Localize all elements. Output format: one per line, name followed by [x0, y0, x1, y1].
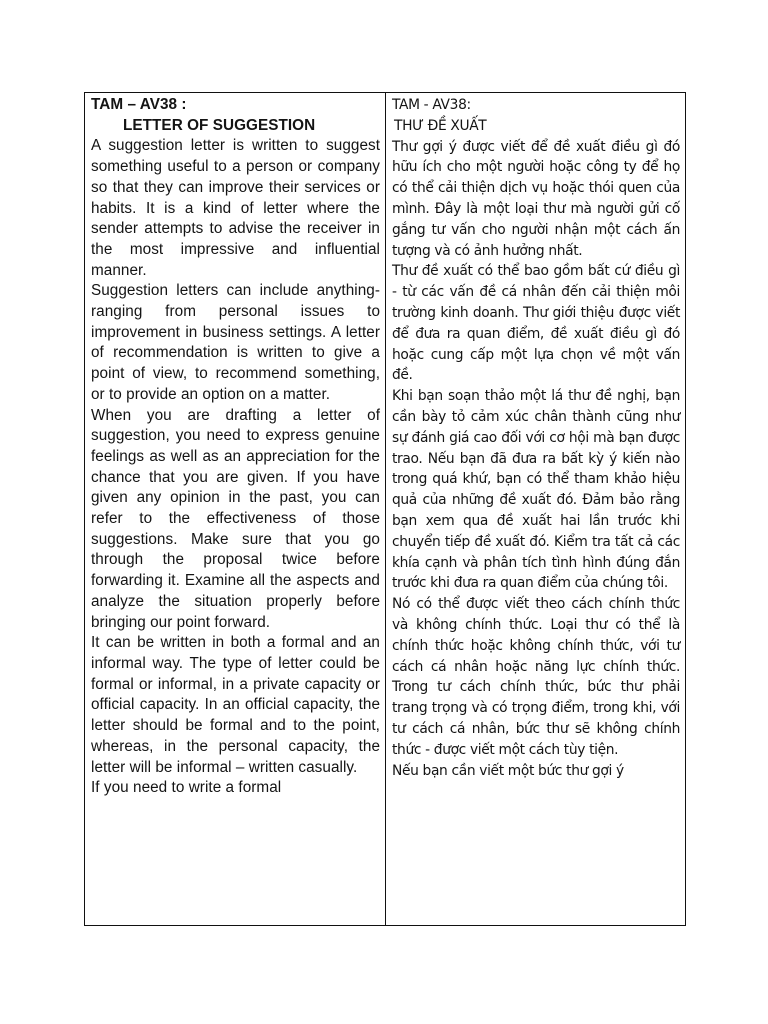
vietnamese-column [386, 93, 685, 925]
english-paragraph-5: If you need to write a formal [91, 779, 282, 797]
vietnamese-paragraph-1: Thư gợi ý được viết để đề xuất điều gì đó hữu ích cho một người hoặc công ty để họ có thể cải thiện dịch vụ hoặc thói quen của mình. Đây là một loại thư mà người gửi cố gắng tư vấn cho người nhận một cách ấn tượng và có ảnh hưởng nhất. [392, 138, 680, 259]
vietnamese-paragraph-2: Thư đề xuất có thể bao gồm bất cứ điều gì - từ các vấn đề cá nhân đến cải thiện môi trường kinh doanh. Thư giới thiệu được viết để đưa ra quan điểm, đề xuất điều gì đó hoặc cung cấp một lựa chọn về một vấn đề. [392, 263, 680, 384]
english-title: TAM – AV38 : [91, 96, 187, 113]
english-column [85, 93, 386, 925]
vietnamese-title: TAM - AV38: [392, 97, 471, 113]
vietnamese-subtitle: THƯ ĐỀ XUẤT [394, 117, 487, 134]
english-paragraph-3: When you are drafting a letter of suggestion, you need to express genuine feelings as well as an appreciation for the chance that you are given. If you have given any opinion in the past, you can refer to the effectiveness of those suggestions. Make sure that you go through the proposal twice before forwarding it. Examine all the aspects and analyze the situation properly before bringing our point forward. [91, 406, 380, 631]
english-paragraph-2: Suggestion letters can include anything- ranging from personal issues to improvement in business settings. A letter of recommendation is written to give a point of view, to recommend something, or to provide an option on a matter. [91, 282, 380, 403]
english-subtitle: LETTER OF SUGGESTION [123, 116, 316, 134]
english-paragraph-1: A suggestion letter is written to suggest something useful to a person or company so that they can improve their services or habits. It is a kind of letter where the sender attempts to advise the receiver in the most impressive and influential manner. [91, 137, 380, 279]
english-paragraph-4: It can be written in both a formal and an informal way. The type of letter could be formal or informal, in a private capacity or official capacity. In an official capacity, the letter should be formal and to the point, whereas, in the personal capacity, the letter will be informal – written casually. [91, 634, 380, 776]
vietnamese-paragraph-3: Khi bạn soạn thảo một lá thư đề nghị, bạn cần bày tỏ cảm xúc chân thành cũng như sự đánh giá cao đối với cơ hội mà bạn được trao. Nếu bạn đã đưa ra bất kỳ ý kiến nào trong quá khứ, bạn có thể tham khảo hiệu quả của những đề xuất đó. Đảm bảo rằng bạn xem qua đề xuất hai lần trước khi chuyển tiếp đề xuất đó. Kiểm tra tất cả các khía cạnh và phân tích tình hình đúng đắn trước khi đưa ra quan điểm của chúng tôi. [392, 388, 680, 592]
vietnamese-paragraph-5: Nếu bạn cần viết một bức thư gợi ý [392, 762, 624, 779]
bilingual-table [84, 92, 686, 926]
vietnamese-paragraph-4: Nó có thể được viết theo cách chính thức và không chính thức. Loại thư có thể là chính thức hoặc không chính thức, với tư cách cá nhân hoặc năng lực chính thức. Trong tư cách chính thức, bức thư phải trang trọng và có trọng điểm, trong khi, với tư cách cá nhân, bức thư sẽ không chính thức - được viết một cách tùy tiện. [392, 596, 680, 758]
